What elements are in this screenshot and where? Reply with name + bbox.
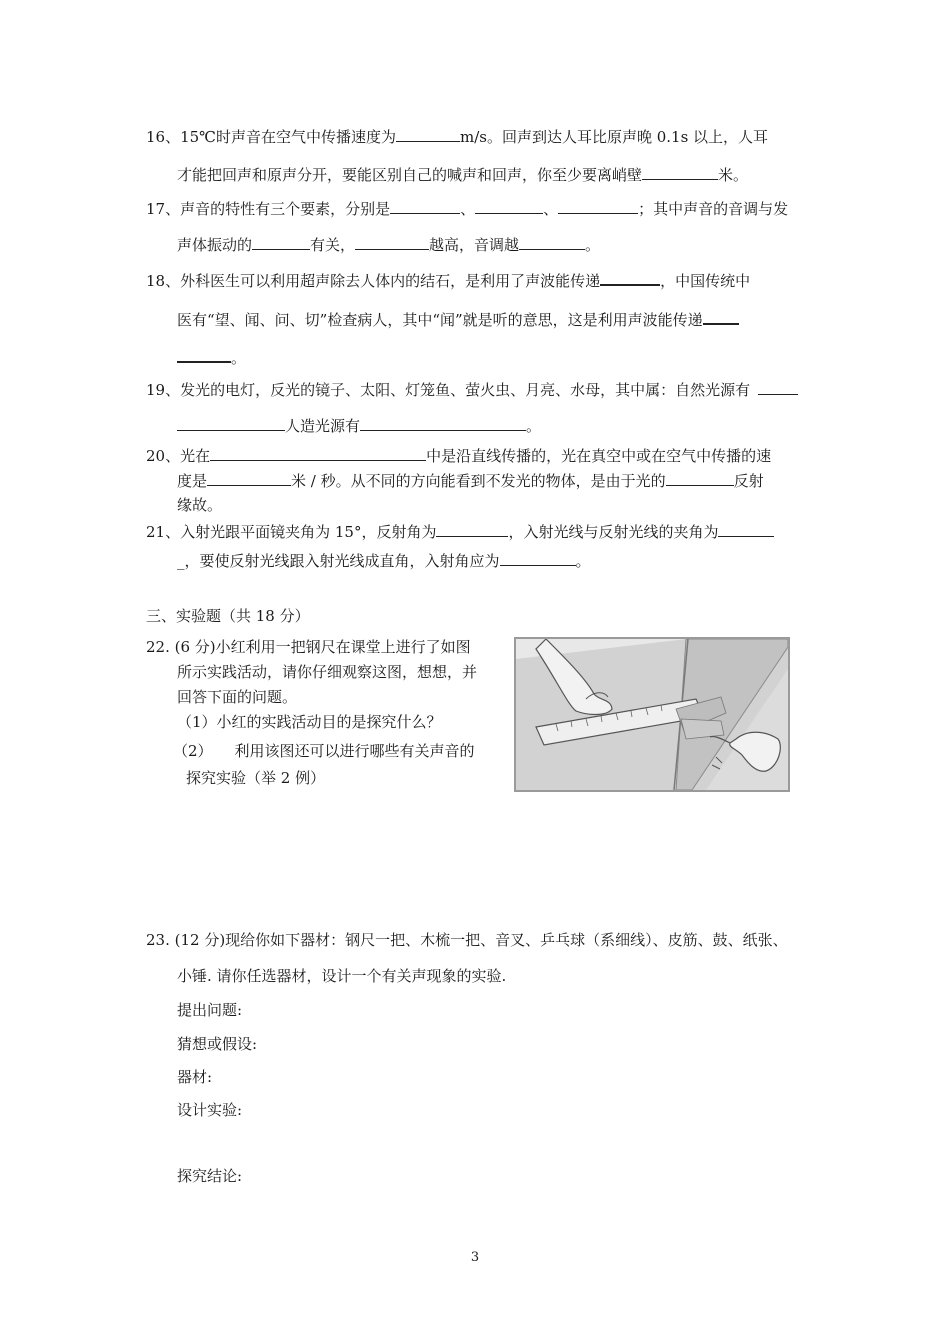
q23-line2 xyxy=(177,966,506,986)
q18-text: 。 xyxy=(231,349,247,367)
q23-prompt-ask: 提出问题: xyxy=(177,1001,243,1019)
ruler-on-desk-illustration xyxy=(514,637,790,792)
q19-line1 xyxy=(146,380,798,400)
answer-blank[interactable] xyxy=(558,199,638,214)
q22-text: （1）小红的实践活动目的是探究什么？ xyxy=(177,713,442,731)
q16-text: 米。 xyxy=(718,166,749,184)
q19-text: 人造光源有 xyxy=(285,417,361,435)
q21-text: 。 xyxy=(575,552,591,570)
answer-blank[interactable] xyxy=(718,522,774,537)
q23-ask xyxy=(177,1000,242,1020)
q20-text: 度是 xyxy=(177,472,208,490)
q23-prompt-equip: 器材: xyxy=(177,1068,213,1086)
q20-text: 20、光在 xyxy=(146,447,211,465)
q18-text: ，中国传统中 xyxy=(660,272,751,290)
q23-line1 xyxy=(146,930,788,950)
answer-blank[interactable] xyxy=(207,471,291,486)
answer-blank[interactable] xyxy=(600,270,660,286)
q18-line3 xyxy=(177,347,246,368)
answer-blank[interactable] xyxy=(436,522,508,537)
q22-text: 所示实践活动，请你仔细观察这图，想想，并 xyxy=(177,663,478,681)
section-title: 三、实验题（共 18 分） xyxy=(146,607,310,625)
answer-blank[interactable] xyxy=(177,347,231,363)
q18-line2 xyxy=(177,309,739,330)
q17-line2 xyxy=(177,235,600,255)
q20-text: 米 / 秒。从不同的方向能看到不发光的物体，是由于光的 xyxy=(291,472,666,490)
q19-line2 xyxy=(177,416,541,436)
q16-text: m/s。回声到达人耳比原声晚 0.1s 以上，人耳 xyxy=(459,128,769,146)
q23-prompt-design: 设计实验: xyxy=(177,1101,243,1119)
q20-text: 中是沿直线传播的，光在真空中或在空气中传播的速 xyxy=(426,447,772,465)
q18-line1 xyxy=(146,270,750,291)
q23-text: 小锤. 请你任选器材，设计一个有关声现象的实验. xyxy=(177,967,507,985)
q18-text: 医有“望、闻、问、切”检查病人，其中“闻”就是听的意思，这是利用声波能传递 xyxy=(177,311,703,329)
q21-text: ，入射光线与反射光线的夹角为 xyxy=(508,523,719,541)
q22-line3 xyxy=(177,687,297,707)
q17-text: 17、声音的特性有三个要素，分别是 xyxy=(146,200,391,218)
q17-text: 声体振动的 xyxy=(177,236,253,254)
q17-text: 越高，音调越 xyxy=(429,236,520,254)
q20-line3 xyxy=(177,495,222,515)
answer-blank[interactable] xyxy=(666,471,734,486)
q19-text: 。 xyxy=(526,417,542,435)
q17-sep: 、 xyxy=(460,200,476,218)
answer-blank[interactable] xyxy=(390,199,460,214)
q22-sub2 xyxy=(173,741,475,761)
q22-sub2-cont xyxy=(186,768,325,788)
answer-blank[interactable] xyxy=(396,127,460,142)
q17-sep: 、 xyxy=(543,200,559,218)
q22-sub1 xyxy=(177,712,442,732)
q21-text: _，要使反射光线跟入射光线成直角，入射角应为 xyxy=(177,552,500,570)
answer-blank[interactable] xyxy=(642,165,718,180)
answer-blank[interactable] xyxy=(177,416,285,431)
answer-blank[interactable] xyxy=(703,309,739,325)
q20-text: 缘故。 xyxy=(177,496,223,514)
q17-text: 有关， xyxy=(310,236,356,254)
q23-guess xyxy=(177,1034,257,1054)
q18-text: 18、外科医生可以利用超声除去人体内的结石，是利用了声波能传递 xyxy=(146,272,601,290)
answer-blank[interactable] xyxy=(475,199,543,214)
q19-text: 19、发光的电灯，反光的镜子、太阳、灯笼鱼、萤火虫、月亮、水母，其中属：自然光源有 xyxy=(146,381,751,399)
answer-blank[interactable] xyxy=(758,380,798,395)
q20-text: 反射 xyxy=(733,472,764,490)
q23-conclusion xyxy=(177,1166,242,1186)
q17-line1 xyxy=(146,199,788,219)
q23-equip xyxy=(177,1067,212,1087)
answer-blank[interactable] xyxy=(360,416,526,431)
q22-text: 利用该图还可以进行哪些有关声音的 xyxy=(234,742,475,760)
answer-blank[interactable] xyxy=(519,235,585,250)
q17-text: ；其中声音的音调与发 xyxy=(638,200,789,218)
q21-line1 xyxy=(146,522,774,542)
page-number: 3 xyxy=(470,1250,480,1265)
q17-text: 。 xyxy=(585,236,601,254)
answer-blank[interactable] xyxy=(355,235,429,250)
answer-blank[interactable] xyxy=(210,446,426,461)
answer-blank[interactable] xyxy=(500,551,576,566)
answer-blank[interactable] xyxy=(252,235,310,250)
q21-text: 21、入射光跟平面镜夹角为 15°，反射角为 xyxy=(146,523,437,541)
q23-prompt-conclusion: 探究结论: xyxy=(177,1167,243,1185)
q22-text: （2） xyxy=(173,742,213,760)
q20-line2 xyxy=(177,471,764,491)
section-heading xyxy=(146,606,310,626)
q22-text: 回答下面的问题。 xyxy=(177,688,298,706)
q23-design xyxy=(177,1100,242,1120)
q22-text: 探究实验（举 2 例） xyxy=(186,769,326,787)
q22-line2 xyxy=(177,662,477,682)
q21-line2 xyxy=(177,551,591,571)
q23-text: 23. (12 分)现给你如下器材：钢尺一把、木梳一把、音叉、乒乓球（系细线）、皮筋、鼓、纸张、 xyxy=(146,931,788,949)
q16-text: 才能把回声和原声分开，要能区别自己的喊声和回声，你至少要离峭壁 xyxy=(177,166,643,184)
q16-line1 xyxy=(146,127,768,147)
q22-text: 22. (6 分)小红利用一把钢尺在课堂上进行了如图 xyxy=(146,638,471,656)
ruler-figure-icon xyxy=(516,639,788,790)
q16-text: 16、15℃时声音在空气中传播速度为 xyxy=(146,128,396,146)
q22-line1 xyxy=(146,637,471,657)
q20-line1 xyxy=(146,446,771,466)
q16-line2 xyxy=(177,165,748,185)
q23-prompt-guess: 猜想或假设: xyxy=(177,1035,258,1053)
